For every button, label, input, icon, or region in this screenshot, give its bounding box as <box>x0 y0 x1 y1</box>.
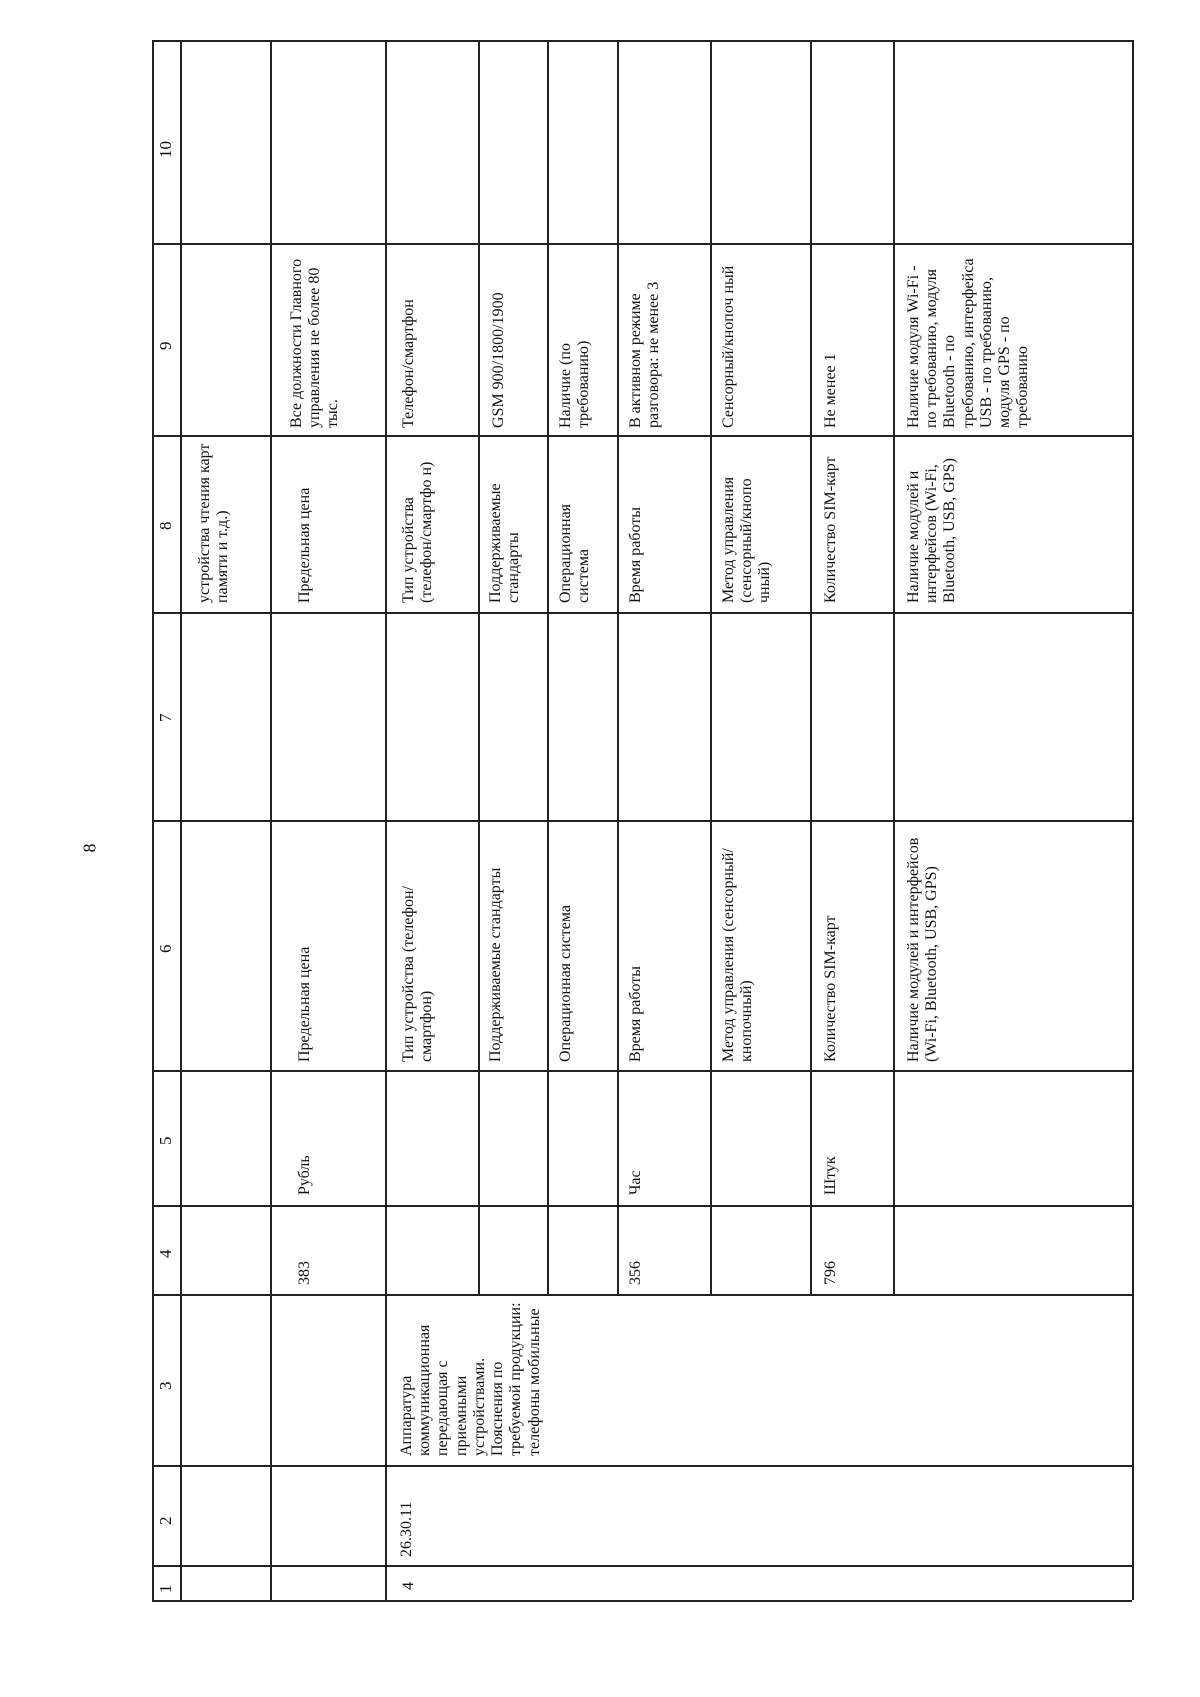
row-line-4 <box>547 40 549 1296</box>
table-border-top <box>152 40 1132 42</box>
row-line-7 <box>810 40 812 1296</box>
row-line-3 <box>478 40 480 1296</box>
row-line-6 <box>710 40 712 1296</box>
row-line-5 <box>617 40 619 1296</box>
row-line-1 <box>270 40 272 1600</box>
col-boundary-5-4 <box>152 1205 1132 1207</box>
col-boundary-9-8 <box>152 435 1132 437</box>
row-line-2 <box>385 40 387 1600</box>
col-boundary-2-1 <box>152 1565 1132 1567</box>
col-boundary-8-7 <box>152 612 1132 614</box>
col-boundary-7-6 <box>152 820 1132 822</box>
col-boundary-3-2 <box>152 1465 1132 1467</box>
col-boundary-10-9 <box>152 243 1132 245</box>
table-border-right <box>1132 40 1134 1600</box>
row-line-8 <box>893 40 895 1296</box>
page-number: 8 <box>79 843 100 853</box>
col-boundary-6-5 <box>152 1070 1132 1072</box>
col-boundary-4-3 <box>152 1294 1132 1296</box>
table-border-bottom <box>152 1600 1132 1602</box>
